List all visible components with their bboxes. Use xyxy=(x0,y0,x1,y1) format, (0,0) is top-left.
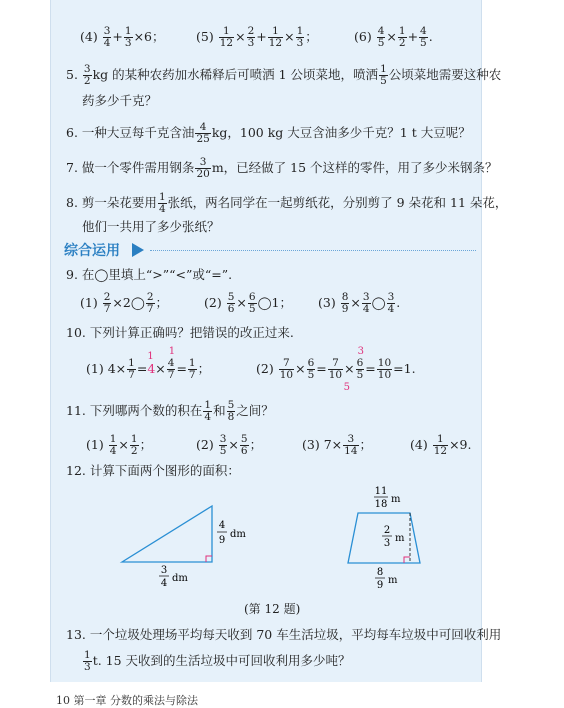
fraction: $\frac{1}{3}$ xyxy=(84,649,91,673)
problem-5: (5) $\frac{1}{12}$ × $\frac{2}{3}$ + $\frac{1}{12}$ × $\frac{1}{3}$ ； xyxy=(196,25,318,49)
trapezoid-top-numerator: 11 xyxy=(374,486,388,497)
question-5: 5. $\frac{3}{2}$ kg 的某种农药加水稀释后可喷洒 1 公顷菜地，喷洒 $\frac{1}{5}$ 公顷菜地需要这种农 xyxy=(66,63,502,87)
correction-mark: 5 xyxy=(343,382,350,393)
triangle-height-unit: dm xyxy=(230,529,246,540)
correction-mark: 1 xyxy=(147,351,154,362)
trapezoid-bottom-numerator: 8 xyxy=(376,567,384,578)
question-9-item-3: (3) $\frac{8}{9}$ × $\frac{3}{4}$ ◯ $\frac{3}{4}$ . xyxy=(318,291,401,315)
fraction: $\frac{5}{8}$ xyxy=(227,399,235,423)
question-6: 6. 一种大豆每千克含油 $\frac{4}{25}$ kg，100 kg 大豆含油多少千克？1 t 大豆呢？ xyxy=(66,121,471,145)
fraction: $\frac{1}{3}$ xyxy=(296,25,304,49)
question-13-line2: $\frac{1}{3}$ t. 15 天收到的生活垃圾中可回收利用多少吨？ xyxy=(84,649,351,673)
question-10-item-1: (1) 4× $\frac{1}{7}$ =4 1 × 4 7 1 = $\frac{1}{7}$ ； xyxy=(86,346,211,381)
question-12: 12. 计算下面两个图形的面积： xyxy=(66,463,240,478)
fraction: $\frac{1}{5}$ xyxy=(380,63,387,87)
fraction: $\frac{3}{4}$ xyxy=(362,291,370,315)
trapezoid-bottom-denominator: 9 xyxy=(376,580,384,591)
question-11-item-3: (3) 7× $\frac{3}{14}$ ； xyxy=(302,433,373,457)
fraction: $\frac{2}{7}$ xyxy=(103,291,111,315)
fraction: $\frac{1}{3}$ xyxy=(124,25,132,49)
figure-caption: (第 12 题) xyxy=(244,602,301,616)
trapezoid-bottom-unit: m xyxy=(388,575,398,586)
trapezoid-height-numerator: 2 xyxy=(383,525,391,536)
question-11-item-1: (1) $\frac{1}{4}$ × $\frac{1}{2}$ ； xyxy=(86,433,153,457)
fraction: $\frac{7}{10}$ xyxy=(279,357,294,381)
question-5-line2: 药多少千克？ xyxy=(82,93,158,108)
question-13: 13. 一个垃圾处理场平均每天收到 70 车生活垃圾，平均每车垃圾中可回收利用 xyxy=(66,627,502,642)
fraction: $\frac{3}{5}$ xyxy=(219,433,227,457)
fraction: $\frac{4}{5}$ xyxy=(377,25,385,49)
problem-6: (6) $\frac{4}{5}$ × $\frac{1}{2}$ + $\frac{4}{5}$ . xyxy=(354,25,433,49)
question-7: 7. 做一个零件需用钢条 $\frac{3}{20}$ m，已经做了 15 个这样的零件，用了多少米钢条？ xyxy=(66,156,498,180)
fraction: $\frac{3}{2}$ xyxy=(83,63,91,87)
trapezoid-top-denominator: 18 xyxy=(374,499,388,510)
fraction: $\frac{8}{9}$ xyxy=(341,291,349,315)
fraction: $\frac{1}{2}$ xyxy=(398,25,406,49)
fraction: $\frac{1}{2}$ xyxy=(130,433,138,457)
question-10-item-2: (2) $\frac{7}{10}$ × $\frac{6}{5}$ = $\frac{7}{10}$ × 6 5 3 5 = $\frac{10}{10}$ =1. xyxy=(256,346,416,393)
fraction: $\frac{4}{25}$ xyxy=(196,121,210,145)
question-11: 11. 下列哪两个数的积在 $\frac{1}{4}$ 和 $\frac{5}{8}$ 之间？ xyxy=(66,399,274,423)
fraction: $\frac{4}{5}$ xyxy=(420,25,427,49)
fraction: $\frac{10}{10}$ xyxy=(377,357,392,381)
question-8-line2: 他们一共用了多少张纸？ xyxy=(82,219,220,234)
fraction: $\frac{1}{4}$ xyxy=(158,191,166,215)
trapezoid-height-unit: m xyxy=(395,533,405,544)
fraction: $\frac{2}{7}$ xyxy=(146,291,154,315)
fraction: $\frac{1}{4}$ xyxy=(204,399,212,423)
fraction: $\frac{6}{5}$ xyxy=(307,357,315,381)
right-angle-mark xyxy=(206,556,212,562)
fraction: $\frac{3}{14}$ xyxy=(344,433,358,457)
triangle-base-unit: dm xyxy=(172,573,188,584)
correction-mark: 3 xyxy=(357,346,364,357)
correction-mark: 1 xyxy=(168,346,176,357)
question-9-item-1: (1) $\frac{2}{7}$ ×2◯ $\frac{2}{7}$ ； xyxy=(80,291,169,315)
fraction: 4 7 1 xyxy=(167,346,176,381)
triangle-height-denominator: 9 xyxy=(218,535,226,546)
trapezoid-top-unit: m xyxy=(391,494,401,505)
fraction: $\frac{5}{6}$ xyxy=(227,291,235,315)
fraction: $\frac{1}{7}$ xyxy=(128,357,135,381)
right-angle-mark xyxy=(404,557,410,563)
fraction: $\frac{3}{20}$ xyxy=(196,156,210,180)
fraction: $\frac{1}{7}$ xyxy=(188,357,196,381)
question-9-item-2: (2) $\frac{5}{6}$ × $\frac{6}{5}$ ◯1； xyxy=(204,291,293,315)
section-title: 综合运用 xyxy=(64,243,120,259)
trapezoid-height-denominator: 3 xyxy=(383,538,391,549)
question-11-item-2: (2) $\frac{3}{5}$ × $\frac{5}{6}$ ； xyxy=(196,433,263,457)
page-footer: 10 第一章 分数的乘法与除法 xyxy=(56,694,198,707)
triangle-base-denominator: 4 xyxy=(160,578,168,589)
question-8: 8. 剪一朵花要用 $\frac{1}{4}$ 张纸，两名同学在一起剪纸花，分别剪了 9 朵花和 11 朵花， xyxy=(66,191,508,215)
fraction: $\frac{1}{12}$ xyxy=(219,25,234,49)
fraction: $\frac{6}{5}$ xyxy=(248,291,256,315)
problem-4: (4) $\frac{3}{4}$ + $\frac{1}{3}$ ×6； xyxy=(80,25,165,49)
fraction: $\frac{3}{4}$ xyxy=(387,291,395,315)
triangle-base-numerator: 3 xyxy=(160,565,168,576)
fraction: $\frac{1}{4}$ xyxy=(109,433,117,457)
question-11-item-4: (4) $\frac{1}{12}$ ×9. xyxy=(410,433,472,457)
fraction: $\frac{5}{6}$ xyxy=(240,433,248,457)
fraction: $\frac{3}{4}$ xyxy=(103,25,111,49)
question-10: 10. 下列计算正确吗？把错误的改正过来. xyxy=(66,325,294,340)
fraction: $\frac{1}{12}$ xyxy=(268,25,283,49)
fraction: $\frac{7}{10}$ xyxy=(328,357,343,381)
fraction: $\frac{1}{12}$ xyxy=(433,433,448,457)
fraction: 6 5 3 5 xyxy=(343,346,364,393)
question-9: 9. 在◯里填上“>”“<”或“=”. xyxy=(66,267,233,282)
fraction: $\frac{2}{3}$ xyxy=(247,25,255,49)
triangle-height-numerator: 4 xyxy=(218,520,226,531)
right-triangle xyxy=(122,506,212,562)
